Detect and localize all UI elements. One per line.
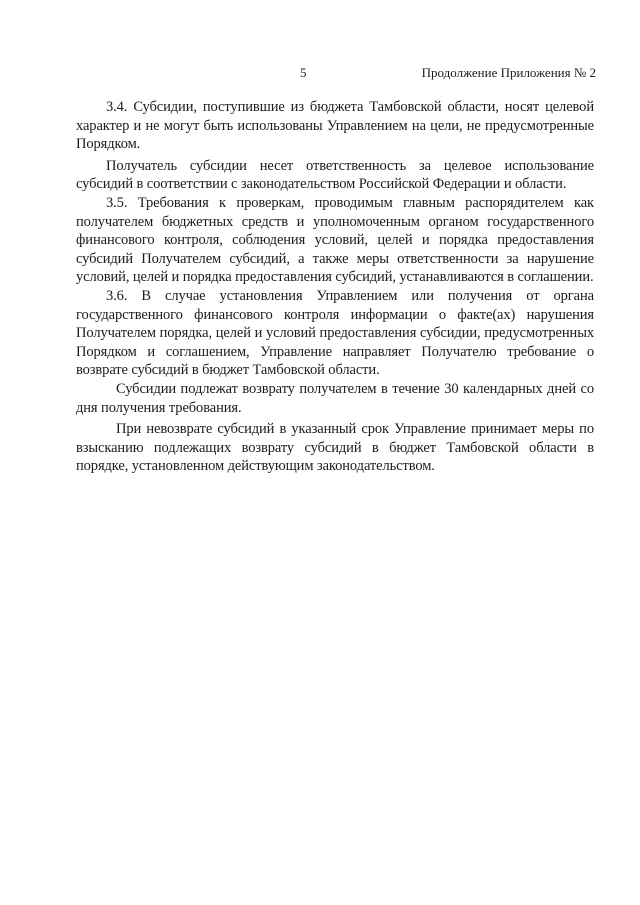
document-body (76, 98, 594, 476)
paragraph-3-4: 3.4. Субсидии, поступившие из бюджета Тамбовской области, носят целевой характер и не могут быть использованы Управлением на цели, не предусмотренные Порядком. (76, 99, 594, 153)
paragraph-3-6: 3.6. В случае установления Управлением или получения от органа государственного финансового контроля информации о факте(ах) нарушения Получателем порядка, целей и условий предоставления субсидии, предусмотренных Порядком и соглашением, Управление направляет Получателю требование о возврате субсидий в бюджет Тамбовской области. (76, 287, 594, 379)
paragraph-recovery-measures: При невозврате субсидий в указанный срок Управление принимает меры по взысканию подлежащих возврату субсидий в бюджет Тамбовской области в порядке, установленном действующим законодательством. (76, 421, 594, 475)
paragraph-3-5: 3.5. Требования к проверкам, проводимым главным распорядителем как получателем бюджетных средств и уполномоченным органом государственного финансового контроля, соблюдения условий, целей и порядка предоставления субсидий Получателем субсидий, а также меры ответственности за нарушение условий, целей и порядка предоставления субсидий, устанавливаются в соглашении. (76, 194, 594, 286)
appendix-continuation-note: Продолжение Приложения № 2 (421, 65, 596, 80)
paragraph-recipient-responsibility: Получатель субсидии несет ответственность за целевое использование субсидий в соответствии с законодательством Российской Федерации и области. (76, 157, 594, 193)
page-number: 5 (300, 65, 307, 80)
paragraph-refund-term: Субсидии подлежат возврату получателем в течение 30 календарных дней со дня получения требования. (76, 380, 594, 416)
